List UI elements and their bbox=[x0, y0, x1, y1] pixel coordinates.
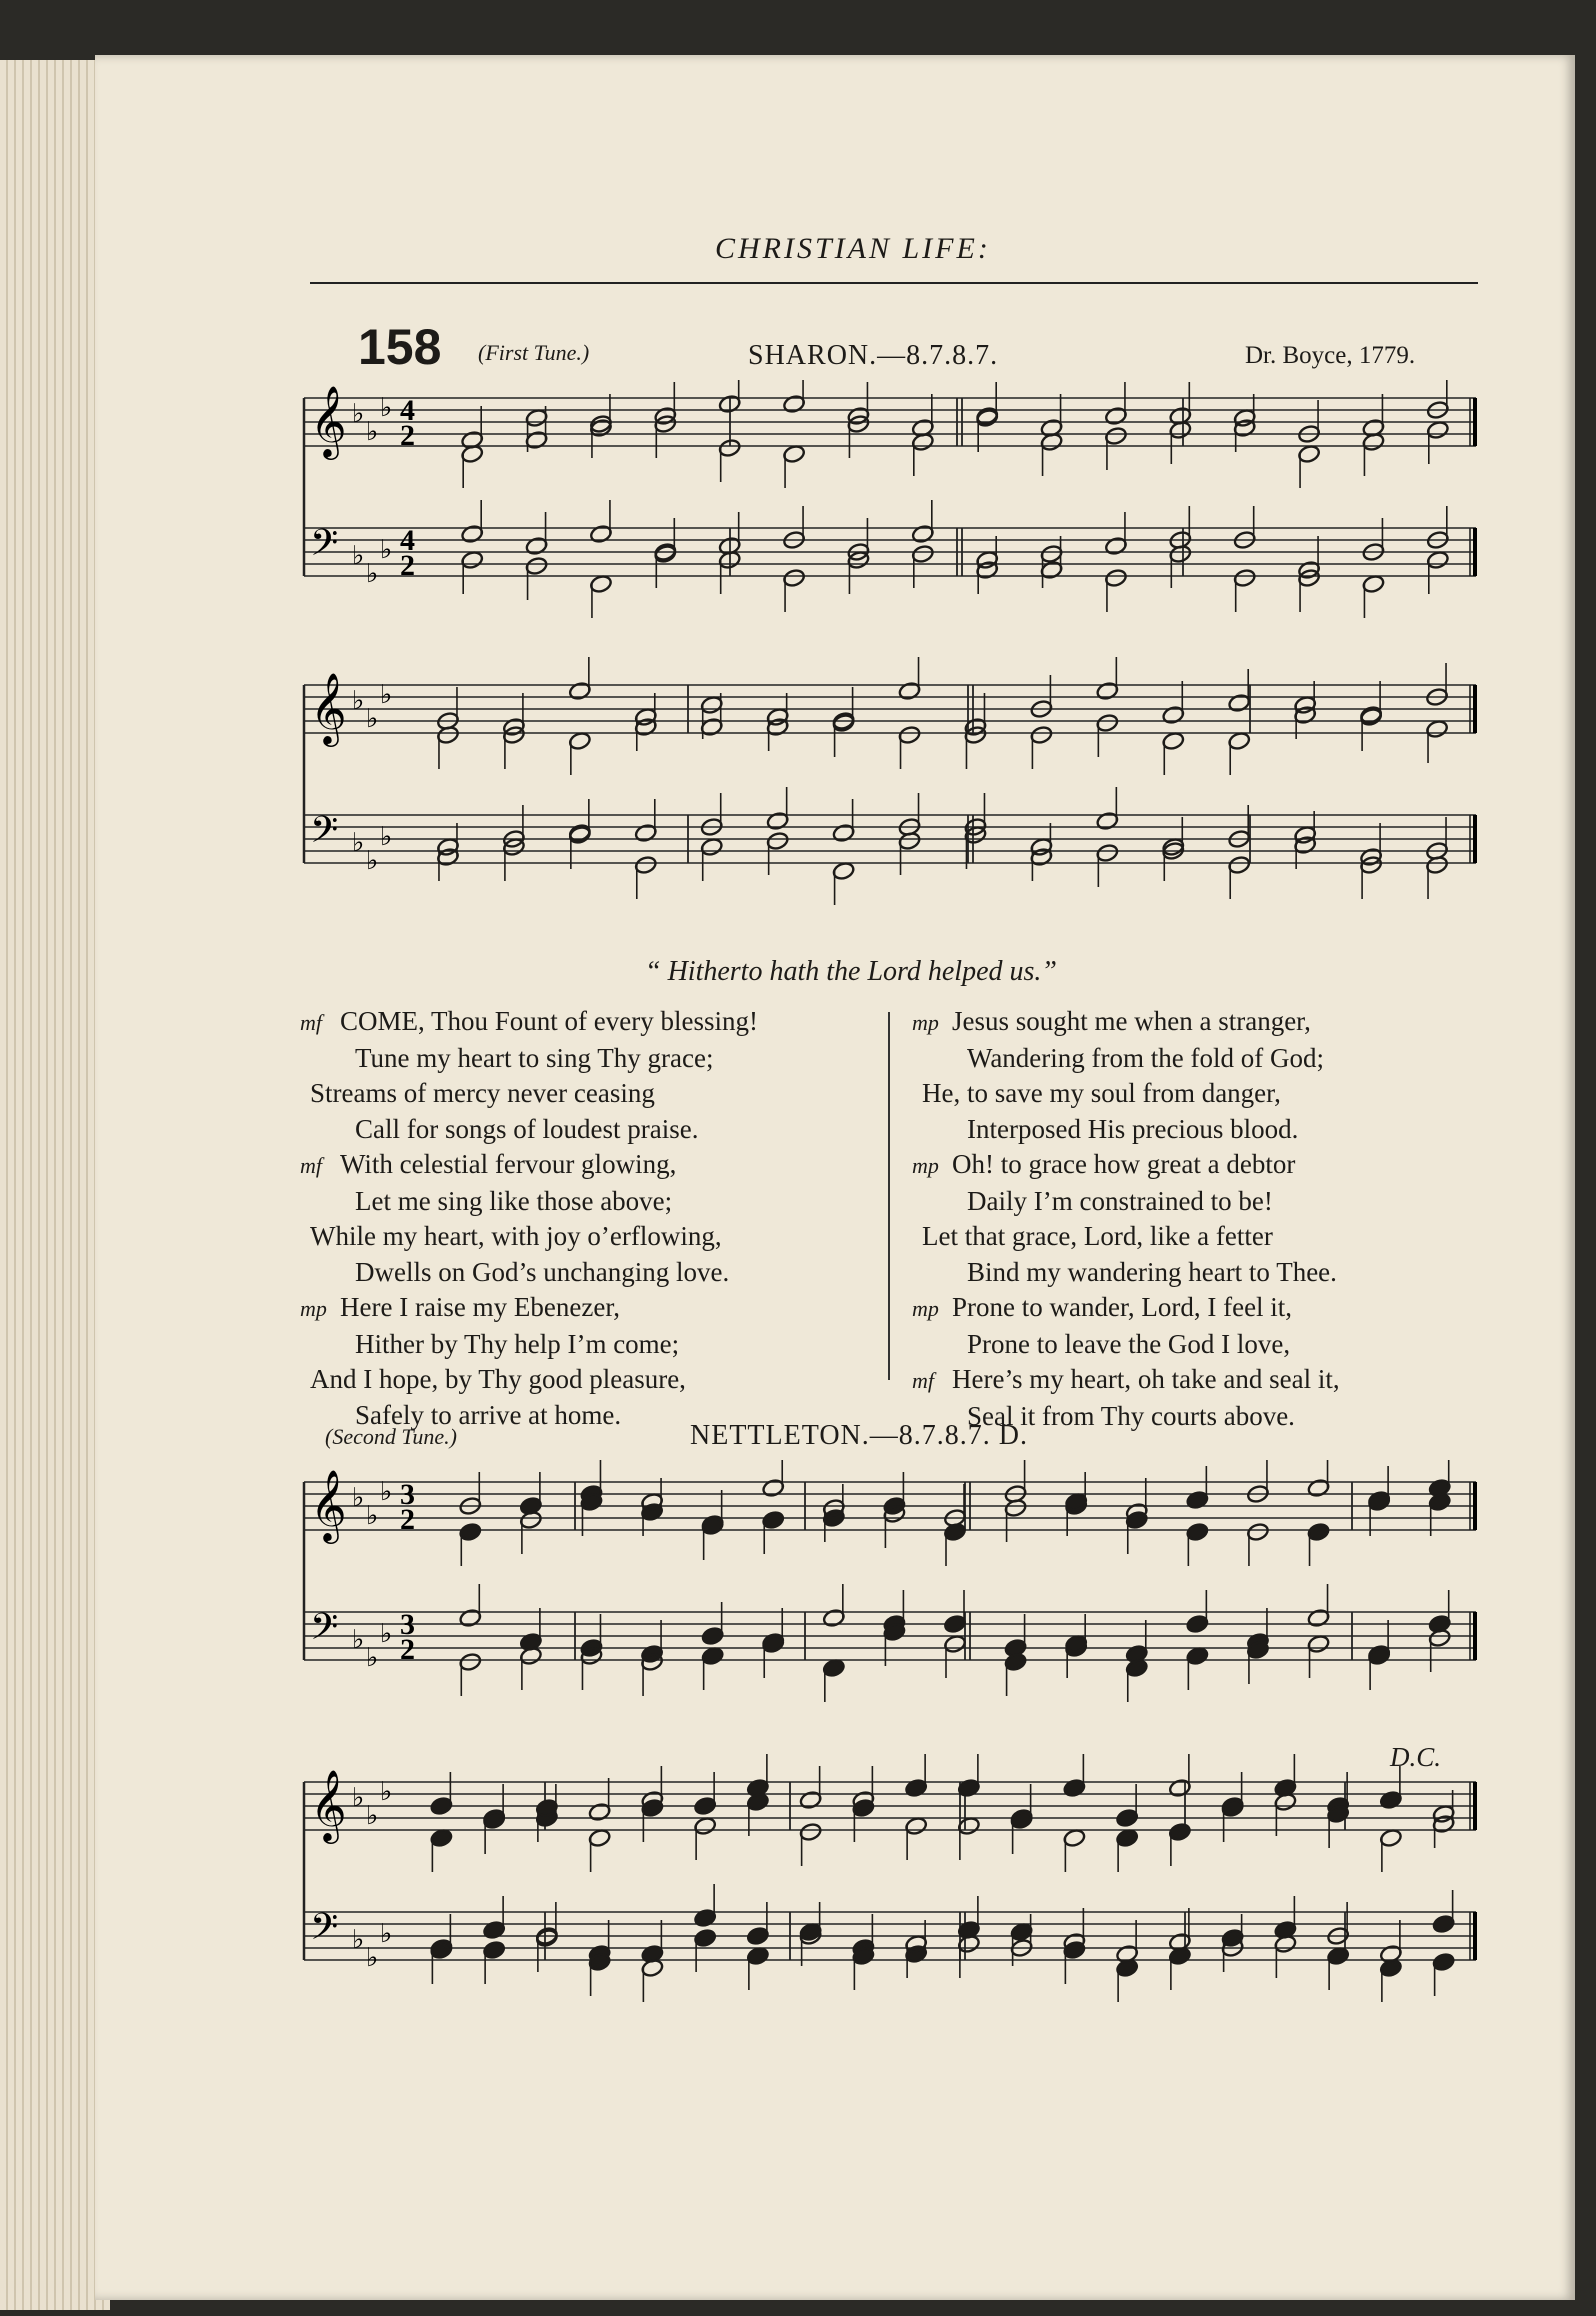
verse-text: Prone to leave the God I love, bbox=[967, 1328, 1291, 1359]
verse-text: Tune my heart to sing Thy grace; bbox=[355, 1042, 714, 1073]
verse-line bbox=[912, 1290, 1492, 1327]
verse-text: Safely to arrive at home. bbox=[355, 1399, 622, 1430]
verse-line bbox=[912, 1004, 1492, 1041]
treble-clef: 𝄞 bbox=[310, 671, 347, 744]
final-barline bbox=[1473, 1612, 1477, 1660]
verse-text: Seal it from Thy courts above. bbox=[967, 1400, 1295, 1431]
flat-sign: ♭ bbox=[352, 686, 365, 715]
verse-text: Call for songs of loudest praise. bbox=[355, 1113, 699, 1144]
final-barline bbox=[1473, 685, 1477, 733]
header-rule bbox=[310, 282, 1478, 284]
verse-left-column bbox=[300, 1004, 880, 1433]
verse-right-column bbox=[912, 1004, 1492, 1434]
time-signature-bottom: 2 bbox=[400, 419, 415, 452]
flat-sign: ♭ bbox=[380, 1619, 393, 1648]
flat-sign: ♭ bbox=[352, 399, 365, 428]
book-page-edges bbox=[0, 60, 110, 2310]
flat-sign: ♭ bbox=[352, 541, 365, 570]
verse-text: Hither by Thy help I’m come; bbox=[355, 1328, 680, 1359]
flat-sign: ♭ bbox=[380, 1919, 393, 1948]
running-head: CHRISTIAN LIFE: bbox=[715, 232, 991, 265]
bass-clef: 𝄢 bbox=[310, 1606, 339, 1657]
flat-sign: ♭ bbox=[366, 846, 379, 875]
final-barline bbox=[1473, 1482, 1477, 1530]
verse-text: Bind my wandering heart to Thee. bbox=[967, 1256, 1337, 1287]
verse-text: Jesus sought me when a stranger, bbox=[952, 1006, 1311, 1036]
verse-line bbox=[300, 1255, 880, 1291]
treble-clef: 𝄞 bbox=[310, 384, 347, 457]
verse-line bbox=[912, 1362, 1492, 1399]
final-barline bbox=[1473, 1782, 1477, 1830]
final-barline bbox=[1473, 1912, 1477, 1960]
dynamic-marking: mp bbox=[912, 1153, 939, 1178]
sharon-score bbox=[300, 380, 1480, 940]
verse-text: Oh! to grace how great a debtor bbox=[952, 1149, 1296, 1179]
verse-line bbox=[912, 1041, 1492, 1077]
column-divider bbox=[888, 1012, 890, 1380]
dynamic-marking: mf bbox=[912, 1368, 934, 1393]
verse-text: Let me sing like those above; bbox=[355, 1185, 673, 1216]
nettleton-staves bbox=[304, 1468, 1477, 1972]
nettleton-score bbox=[300, 1460, 1480, 2060]
verse-line bbox=[300, 1290, 880, 1327]
time-signature-top: 4 bbox=[400, 524, 415, 557]
verse-line bbox=[300, 1112, 880, 1148]
time-signature-top: 3 bbox=[400, 1608, 415, 1641]
verse-text: Wandering from the fold of God; bbox=[967, 1042, 1324, 1073]
verse-line bbox=[300, 1004, 880, 1041]
dynamic-marking: mp bbox=[912, 1296, 939, 1321]
verse-line bbox=[300, 1076, 880, 1112]
verse-line bbox=[300, 1184, 880, 1220]
hymn-number: 158 bbox=[358, 319, 442, 375]
dynamic-marking: mf bbox=[300, 1010, 322, 1035]
time-signature-bottom: 2 bbox=[400, 1503, 415, 1536]
treble-clef: 𝄞 bbox=[310, 1768, 347, 1841]
flat-sign: ♭ bbox=[352, 1925, 365, 1954]
flat-sign: ♭ bbox=[380, 822, 393, 851]
second-tune-label: (Second Tune.) bbox=[325, 1424, 457, 1449]
verse-text: Here’s my heart, oh take and seal it, bbox=[952, 1364, 1340, 1394]
first-tune-name: SHARON.—8.7.8.7. bbox=[748, 340, 999, 371]
verse-text: Let that grace, Lord, like a fetter bbox=[922, 1221, 1273, 1251]
treble-clef: 𝄞 bbox=[310, 1468, 347, 1541]
flat-sign: ♭ bbox=[366, 1801, 379, 1830]
flat-sign: ♭ bbox=[352, 828, 365, 857]
flat-sign: ♭ bbox=[380, 393, 393, 422]
verse-text: Streams of mercy never ceasing bbox=[310, 1078, 655, 1108]
flat-sign: ♭ bbox=[352, 1783, 365, 1812]
flat-sign: ♭ bbox=[366, 417, 379, 446]
verse-text: Prone to wander, Lord, I feel it, bbox=[952, 1292, 1293, 1322]
verse-line bbox=[912, 1184, 1492, 1220]
final-barline bbox=[1473, 815, 1477, 863]
verse-line bbox=[300, 1219, 880, 1255]
epigraph: “ Hitherto hath the Lord helped us.” bbox=[645, 956, 1057, 987]
verse-line bbox=[912, 1255, 1492, 1291]
verse-line bbox=[912, 1327, 1492, 1363]
verse-line bbox=[300, 1041, 880, 1077]
time-signature-top: 3 bbox=[400, 1478, 415, 1511]
verse-line bbox=[912, 1112, 1492, 1148]
time-signature-bottom: 2 bbox=[400, 1633, 415, 1666]
verse-line bbox=[912, 1076, 1492, 1112]
verse-text: COME, Thou Fount of every blessing! bbox=[340, 1006, 758, 1036]
flat-sign: ♭ bbox=[352, 1625, 365, 1654]
flat-sign: ♭ bbox=[366, 559, 379, 588]
bass-clef: 𝄢 bbox=[310, 809, 339, 860]
final-barline bbox=[1473, 398, 1477, 446]
time-signature-top: 4 bbox=[400, 394, 415, 427]
verse-text: Interposed His precious blood. bbox=[967, 1113, 1299, 1144]
verse-text: Daily I’m constrained to be! bbox=[967, 1185, 1273, 1216]
flat-sign: ♭ bbox=[380, 1477, 393, 1506]
flat-sign: ♭ bbox=[366, 1643, 379, 1672]
verse-line bbox=[300, 1362, 880, 1398]
verse-text: With celestial fervour glowing, bbox=[340, 1149, 677, 1179]
dynamic-marking: mf bbox=[300, 1153, 322, 1178]
bass-clef: 𝄢 bbox=[310, 522, 339, 573]
verse-text: While my heart, with joy o’erflowing, bbox=[310, 1221, 722, 1251]
flat-sign: ♭ bbox=[380, 1777, 393, 1806]
second-tune-name: NETTLETON.—8.7.8.7. D. bbox=[690, 1420, 1028, 1451]
first-tune-label: (First Tune.) bbox=[478, 340, 590, 365]
da-capo-mark: D.C. bbox=[1390, 1742, 1442, 1772]
flat-sign: ♭ bbox=[366, 704, 379, 733]
time-signature-bottom: 2 bbox=[400, 549, 415, 582]
verse-line bbox=[912, 1219, 1492, 1255]
nettleton-notes bbox=[430, 1460, 1456, 2002]
composer-credit: Dr. Boyce, 1779. bbox=[1245, 342, 1416, 369]
verse-line bbox=[300, 1327, 880, 1363]
verse-text: Dwells on God’s unchanging love. bbox=[355, 1256, 730, 1287]
verse-text: Here I raise my Ebenezer, bbox=[340, 1292, 621, 1322]
verse-text: And I hope, by Thy good pleasure, bbox=[310, 1364, 686, 1394]
dynamic-marking: mp bbox=[912, 1010, 939, 1035]
flat-sign: ♭ bbox=[380, 535, 393, 564]
verse-line bbox=[300, 1147, 880, 1184]
flat-sign: ♭ bbox=[366, 1943, 379, 1972]
flat-sign: ♭ bbox=[366, 1501, 379, 1530]
verse-line bbox=[912, 1147, 1492, 1184]
flat-sign: ♭ bbox=[380, 680, 393, 709]
bass-clef: 𝄢 bbox=[310, 1906, 339, 1957]
flat-sign: ♭ bbox=[352, 1483, 365, 1512]
verse-text: He, to save my soul from danger, bbox=[922, 1078, 1281, 1108]
final-barline bbox=[1473, 528, 1477, 576]
dynamic-marking: mp bbox=[300, 1296, 327, 1321]
